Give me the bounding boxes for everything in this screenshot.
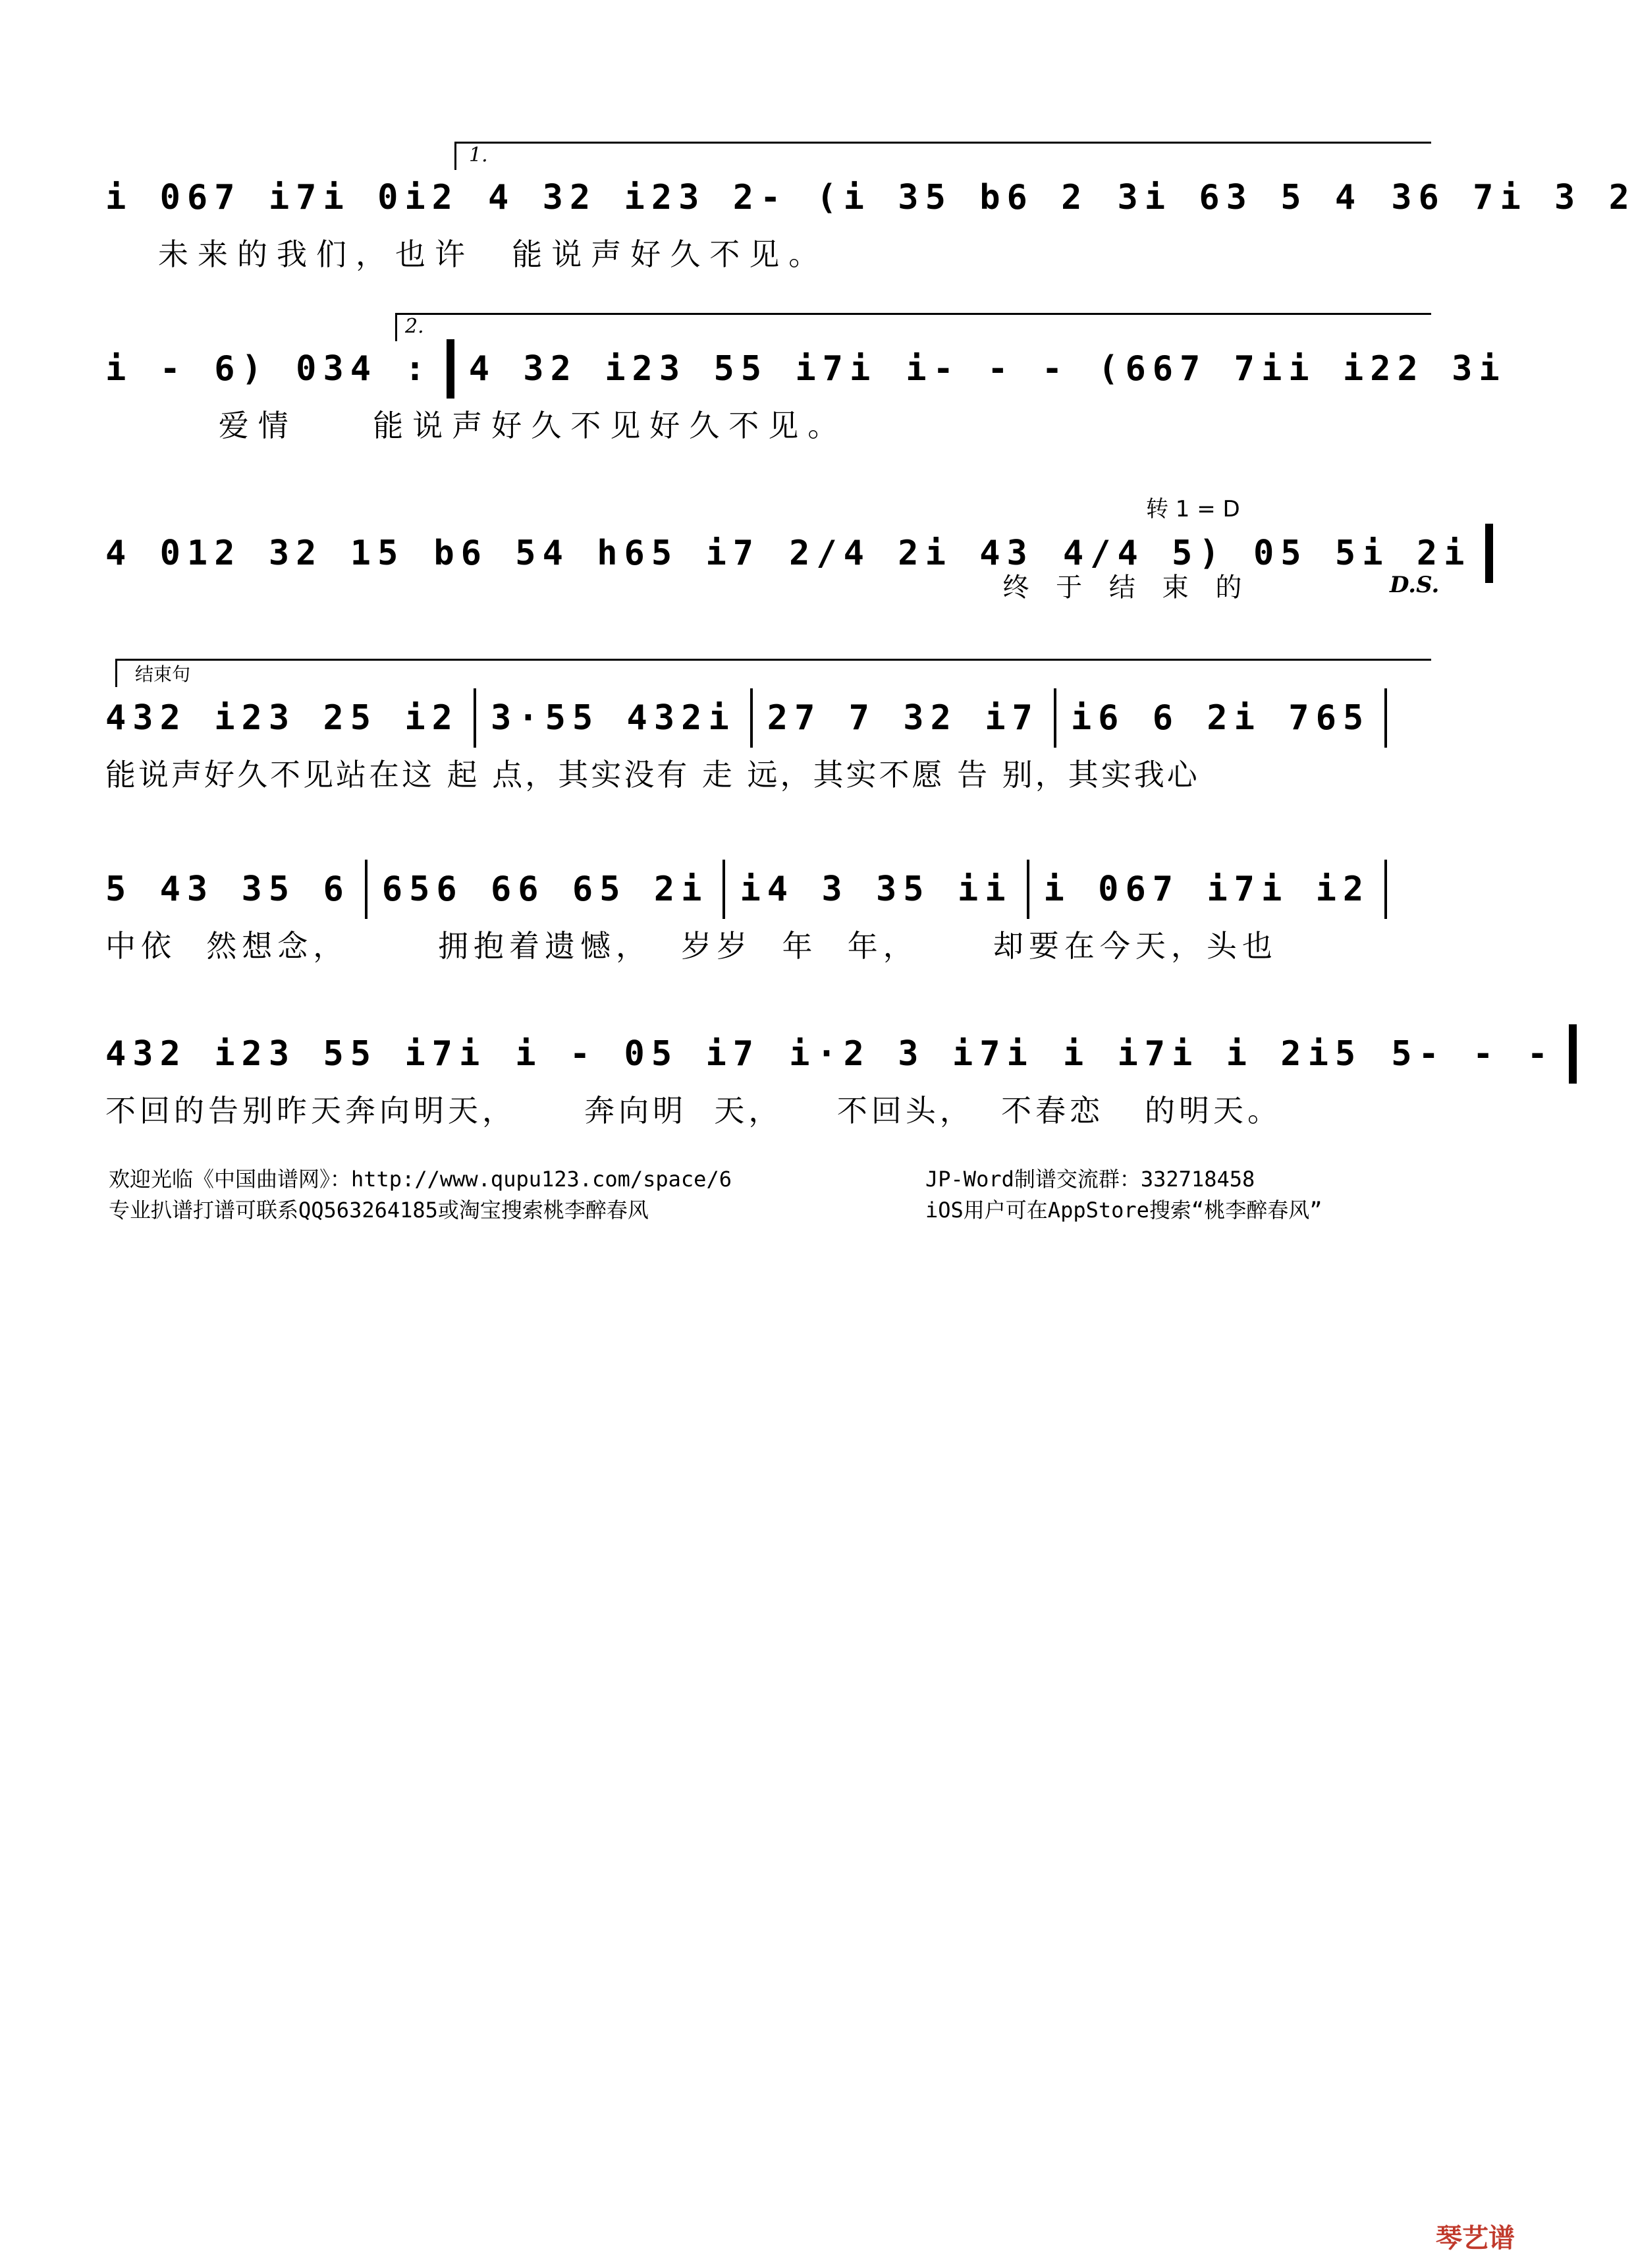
dal-segno-marker: D.S. xyxy=(1390,572,1440,598)
measure: 2/4 2i 43 xyxy=(789,534,1034,573)
key-change-marker: 转 1 = D xyxy=(1146,496,1240,522)
measure: (i 35 b6 2 xyxy=(816,178,1089,217)
notes-row xyxy=(105,158,1636,237)
barline xyxy=(1054,688,1056,748)
notes-row xyxy=(105,329,1506,408)
measure: 4 32 i23 2- xyxy=(488,178,788,217)
measure: i6 6 2i 765 xyxy=(1070,698,1371,738)
measure: 3i 63 5 4 xyxy=(1117,178,1363,217)
score-system-4 xyxy=(0,652,1541,823)
barline xyxy=(365,860,368,919)
measure: 3·55 432i xyxy=(491,698,736,738)
footer-qq-group-line: JP-Word制谱交流群：332718458 xyxy=(925,1167,1255,1192)
measure: i·2 3 i7i xyxy=(789,1034,1034,1074)
notes-row xyxy=(105,678,1436,758)
measure: (667 7ii i22 3i xyxy=(1098,349,1506,389)
score-system-1 xyxy=(0,132,1636,303)
notes-row xyxy=(105,850,1436,929)
measure: i4 3 35 ii xyxy=(740,870,1012,909)
measure: 432 i23 25 i2 xyxy=(105,698,459,738)
measure: i 067 i7i 0i2 xyxy=(105,178,459,217)
lyrics-line: 爱情 能说声好久不见好久不见。 xyxy=(105,408,848,443)
volta-label-1: 1. xyxy=(469,144,488,167)
barline xyxy=(1384,860,1387,919)
barline xyxy=(750,688,753,748)
barline xyxy=(474,688,476,748)
barline xyxy=(1384,688,1387,748)
final-barline xyxy=(1569,1024,1577,1084)
measure: 27 7 32 i7 xyxy=(767,698,1039,738)
final-barline xyxy=(1485,524,1493,583)
measure: 432 i23 55 i7i xyxy=(105,1034,487,1074)
volta-label-2: 2. xyxy=(405,315,424,338)
measure: 4/4 5) 05 5i 2i xyxy=(1062,534,1471,573)
score-system-6 xyxy=(0,988,1555,1159)
measure: i - 05 i7 xyxy=(515,1034,761,1074)
score-system-5 xyxy=(0,823,1541,995)
lyrics-line: 未来的我们，也许 能说声好久不见。 xyxy=(158,236,829,272)
footer-contact-line: 专业扒谱打谱可联系QQ563264185或淘宝搜索桃李醉春风 xyxy=(109,1198,649,1223)
lyrics-line: 能说声好久不见站在这 起 点，其实没有 走 远，其实不愿 告 别，其实我心 xyxy=(105,757,1200,792)
measure: 4 32 i23 55 i7i xyxy=(468,349,877,389)
notes-row xyxy=(105,1014,1555,1093)
site-logo: 琴艺谱 xyxy=(1436,2223,1515,2254)
repeat-barline xyxy=(447,339,454,399)
measure: 5- - - xyxy=(1391,1034,1555,1074)
lyrics-line: 终 于 结 束 的 xyxy=(105,572,1251,603)
measure: i 067 i7i i2 xyxy=(1043,870,1371,909)
measure: 4 012 32 15 xyxy=(105,534,405,573)
measure: i - 6) 034 : xyxy=(105,349,432,389)
barline xyxy=(1027,860,1029,919)
barline xyxy=(723,860,725,919)
ending-label: 结束句 xyxy=(135,663,191,685)
score-system-2 xyxy=(0,303,1541,474)
score-system-3 xyxy=(0,474,1541,646)
measure: 5 43 35 6 xyxy=(105,870,350,909)
measure: b6 54 h65 i7 xyxy=(433,534,761,573)
measure: 36 7i 3 2 xyxy=(1391,178,1636,217)
measure: 656 66 65 2i xyxy=(381,870,709,909)
measure: i i7i i 2i5 xyxy=(1062,1034,1363,1074)
lyrics-line: 不回的告别昨天奔向明天， 奔向明 天， 不回头， 不春恋 的明天。 xyxy=(105,1093,1282,1128)
footer-ios-line: iOS用户可在AppStore搜索“桃李醉春风” xyxy=(925,1198,1322,1223)
footer-website-line: 欢迎光临《中国曲谱网》：http://www.qupu123.com/space/6 xyxy=(109,1167,732,1192)
measure: i- - - xyxy=(906,349,1070,389)
lyrics-line: 中依 然想念， 拥抱着遗憾， 岁岁 年 年， 却要在今天，头也 xyxy=(105,928,1278,964)
